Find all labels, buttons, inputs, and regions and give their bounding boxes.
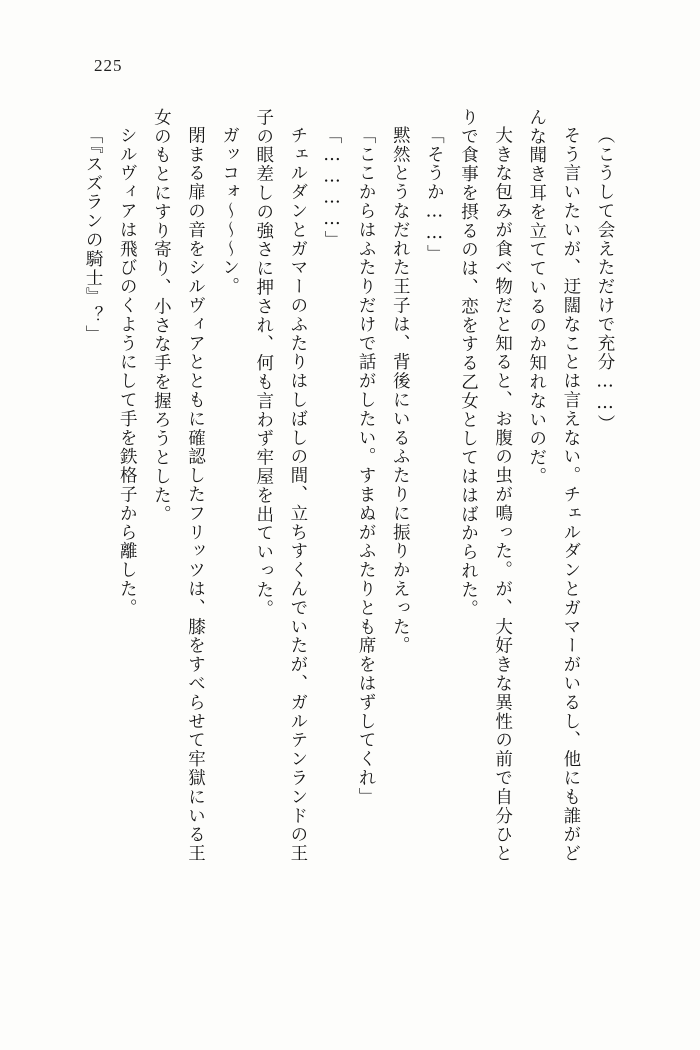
text-line: 「『スズランの騎士』？」 <box>83 126 104 345</box>
text-line: んな聞き耳を立てているのか知れないのだ。 <box>526 108 547 486</box>
text-line: チェルダンとガマーのふたりはしばしの間、立ちすくんでいたが、ガルテンランドの王 <box>287 126 308 864</box>
page-number: 225 <box>94 56 123 75</box>
text-line: 女のもとにすり寄り、小さな手を握ろうとした。 <box>151 108 172 524</box>
text-line: 閉まる扉の音をシルヴィアとともに確認したフリッツは、膝をすべらせて牢獄にいる王 <box>185 126 206 864</box>
text-line: そう言いたいが、迂闊なことは言えない。チェルダンとガマーがいるし、他にも誰がど <box>560 126 581 864</box>
text-line: （こうして会えただけで充分……） <box>595 126 615 434</box>
text-line: ガッコォ～～～ン。 <box>219 126 240 297</box>
text-line: 子の眼差しの強さに押され、何も言わず牢屋を出ていった。 <box>253 108 274 619</box>
text-line: 黙然とうなだれた王子は、背後にいるふたりに振りかえった。 <box>390 126 411 656</box>
text-line: 大きな包みが食べ物だと知ると、お腹の虫が鳴った。が、大好きな異性の前で自分ひと <box>492 126 513 864</box>
vertical-text-body <box>62 108 622 953</box>
text-line: 「そうか……」 <box>424 126 445 264</box>
text-line: 「ここからはふたりだけで話がしたい。すまぬがふたりとも席をはずしてくれ」 <box>356 126 377 807</box>
text-line: りで食事を摂るのは、恋をする乙女としてははばかられた。 <box>458 108 479 619</box>
text-line: 「…………」 <box>322 126 342 250</box>
text-line: シルヴィアは飛びのくようにして手を鉄格子から離した。 <box>117 126 138 618</box>
